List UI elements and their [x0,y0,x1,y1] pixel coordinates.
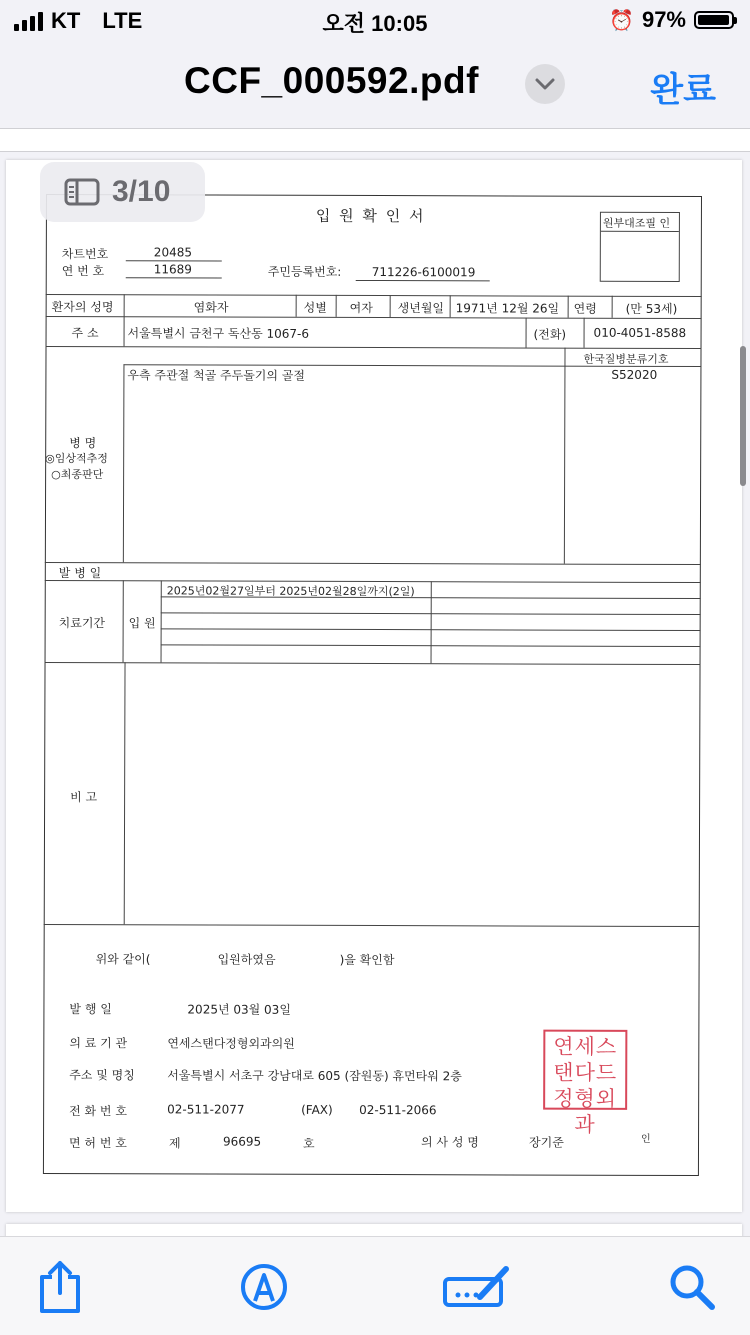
status-bar [0,0,750,40]
rrn: 711226-6100019 [371,265,476,280]
clinic-seal-stamp: 연세스 탠다드 정형외과 [543,1030,627,1110]
patient-name: 염화자 [193,300,229,315]
search-icon [668,1263,716,1311]
form-title: 입 원 확 인 서 [315,206,426,226]
phone: 010-4051-8588 [593,325,687,341]
confirm-text-1: 위와 같이( [95,952,151,967]
address: 서울특별시 금천구 독산동 1067-6 [127,326,310,341]
pdf-page[interactable] [6,160,742,1212]
remarks-label: 비 고 [70,790,98,805]
battery-percent: 97% [641,7,686,32]
chart-no: 20485 [153,245,193,260]
license-label: 면 허 번 호 [68,1136,127,1151]
battery-icon [694,11,734,29]
sex-label: 성별 [303,300,327,315]
confirm-text-3: )을 확인함 [339,952,395,968]
fax-label: (FAX) [301,1102,333,1117]
signature-icon [442,1265,512,1309]
kcd-code: S52020 [611,367,658,382]
seal-mark: 인 [641,1133,651,1145]
alarm-icon: ⏰ [609,9,634,32]
serial-label: 연 번 호 [61,264,105,279]
network-type: LTE [102,8,143,33]
serial-no: 11689 [153,262,192,277]
sidebar-icon [64,178,100,206]
clock: 오전 10:05 [322,11,428,36]
tel: 02-511-2077 [167,1102,245,1117]
sex: 여자 [349,300,373,316]
issue-date-label: 발 행 일 [69,1002,112,1017]
carrier: KT [51,8,81,33]
phone-label: (전화) [533,327,567,342]
kcd-label: 한국질병분류기호 [583,352,669,366]
search-button[interactable] [668,1263,716,1316]
navigation-bar [0,40,750,130]
scroll-indicator[interactable] [740,346,746,486]
done-button[interactable]: 완료 [650,71,716,109]
page-number: 3/10 [112,175,171,208]
disease-option-clinical: ◎임상적추정 [45,451,108,466]
markup-button[interactable] [240,1263,288,1316]
address-label: 주 소 [71,326,99,341]
onset-label: 발 병 일 [58,566,102,581]
license-suffix: 호 [302,1136,315,1151]
previous-page-edge [0,128,750,152]
markup-icon [240,1263,288,1311]
signature-button[interactable] [442,1265,512,1314]
clinic-label: 의 료 기 관 [69,1036,128,1051]
doctor-label: 의 사 성 명 [421,1135,479,1150]
tel-label: 전 화 번 호 [69,1104,127,1119]
admission-label: 입 원 [128,616,156,631]
chart-no-label: 차트번호 [61,247,109,262]
signoff-label: 원부대조필 인 [602,216,671,230]
license-number: 96695 [223,1134,262,1149]
issue-date: 2025년 03월 03일 [187,1002,291,1017]
dob-label: 생년월일 [397,301,445,316]
disease-option-final: ○최종판단 [51,468,104,482]
signoff-box [600,212,680,282]
clinic-name: 연세스탠다정형외과의원 [167,1036,295,1051]
license-prefix: 제 [168,1136,181,1151]
age: (만 53세) [625,301,678,316]
bottom-toolbar [0,1236,750,1335]
clinic-address: 서울특별시 서초구 강남대로 605 (잠원동) 휴먼타워 2층 [167,1068,462,1084]
treatment-label: 치료기간 [58,616,106,631]
treatment-period: 2025년02월27일부터 2025년02월28일까지(2일) [166,584,415,599]
title-menu-button[interactable] [525,64,565,104]
chevron-down-icon [535,78,555,90]
rrn-label: 주민등록번호: [267,264,342,279]
doctor-name: 장기준 [529,1135,564,1150]
dob: 1971년 12월 26일 [455,301,560,316]
patient-name-label: 환자의 성명 [51,300,114,315]
page-indicator[interactable] [40,162,205,222]
share-icon [36,1259,84,1315]
fax: 02-511-2066 [359,1102,437,1118]
share-button[interactable] [36,1259,84,1320]
admission-certificate [43,194,702,1176]
confirm-text-2: 입원하였음 [217,952,276,967]
document-title: CCF_000592.pdf [184,60,479,101]
clinic-address-label: 주소 및 명칭 [69,1068,135,1083]
diagnosis: 우측 주관절 척골 주두돌기의 골절 [127,368,306,383]
age-label: 연령 [573,301,597,316]
disease-label: 병 명 [69,436,97,451]
